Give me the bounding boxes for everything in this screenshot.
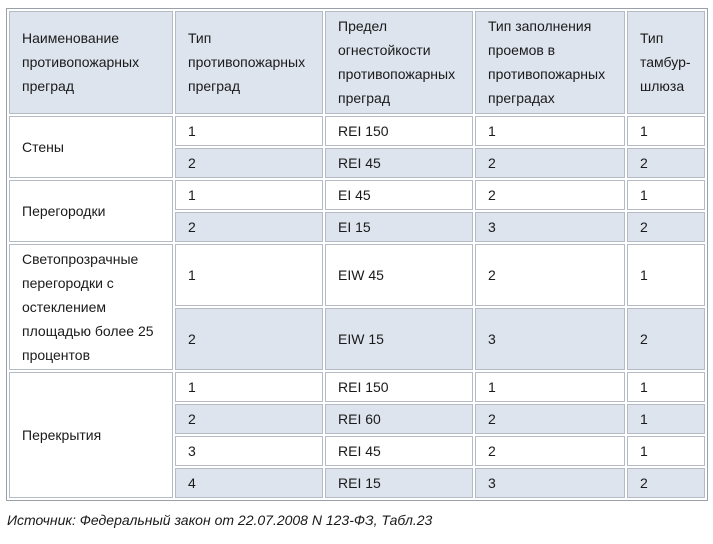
barrier-type-cell: 2 [175,308,323,370]
fire-resistance-cell: EI 45 [325,180,473,210]
table-row [9,244,705,306]
barrier-type-cell: 1 [175,244,323,306]
barrier-type-cell: 2 [175,212,323,242]
fire-resistance-cell: REI 15 [325,468,473,498]
opening-fill-cell: 2 [475,436,625,466]
opening-fill-cell: 3 [475,308,625,370]
airlock-type-cell: 1 [627,436,705,466]
barrier-type-cell: 1 [175,116,323,146]
opening-fill-cell: 2 [475,244,625,306]
fire-resistance-cell: EIW 45 [325,244,473,306]
airlock-type-cell: 1 [627,244,705,306]
table-row [9,116,705,146]
barrier-name-cell: Светопрозрачные перегородки с остеклением площадью более 25 процентов [9,244,173,370]
opening-fill-cell: 2 [475,148,625,178]
table-row [9,372,705,402]
airlock-type-cell: 2 [627,308,705,370]
airlock-type-cell: 1 [627,404,705,434]
barrier-type-cell: 4 [175,468,323,498]
barrier-type-cell: 1 [175,372,323,402]
header-opening-fill-type: Тип заполнения проемов в противопожарных преградах [475,11,625,114]
barrier-name-cell: Стены [9,116,173,178]
barrier-type-cell: 2 [175,404,323,434]
fire-resistance-cell: REI 45 [325,436,473,466]
header-barrier-type: Тип противопожарных преград [175,11,323,114]
airlock-type-cell: 1 [627,180,705,210]
opening-fill-cell: 2 [475,180,625,210]
fire-resistance-cell: EIW 15 [325,308,473,370]
airlock-type-cell: 2 [627,212,705,242]
fire-barriers-table [6,8,708,501]
fire-resistance-cell: REI 150 [325,116,473,146]
table-row [9,180,705,210]
barrier-type-cell: 1 [175,180,323,210]
opening-fill-cell: 1 [475,116,625,146]
airlock-type-cell: 2 [627,468,705,498]
barrier-name-cell: Перекрытия [9,372,173,498]
airlock-type-cell: 1 [627,372,705,402]
source-caption: Источник: Федеральный закон от 22.07.2008 N 123-ФЗ, Табл.23 [7,512,433,528]
opening-fill-cell: 1 [475,372,625,402]
fire-resistance-cell: REI 60 [325,404,473,434]
fire-resistance-cell: REI 150 [325,372,473,402]
opening-fill-cell: 2 [475,404,625,434]
airlock-type-cell: 2 [627,148,705,178]
opening-fill-cell: 3 [475,468,625,498]
header-fire-resistance: Предел огнестойкости противопожарных преград [325,11,473,114]
header-barrier-name: Наименование противопожарных преград [9,11,173,114]
barrier-type-cell: 3 [175,436,323,466]
opening-fill-cell: 3 [475,212,625,242]
barrier-name-cell: Перегородки [9,180,173,242]
barrier-type-cell: 2 [175,148,323,178]
header-row [9,11,705,114]
airlock-type-cell: 1 [627,116,705,146]
header-airlock-type: Тип тамбур-шлюза [627,11,705,114]
fire-resistance-cell: REI 45 [325,148,473,178]
fire-resistance-cell: EI 15 [325,212,473,242]
